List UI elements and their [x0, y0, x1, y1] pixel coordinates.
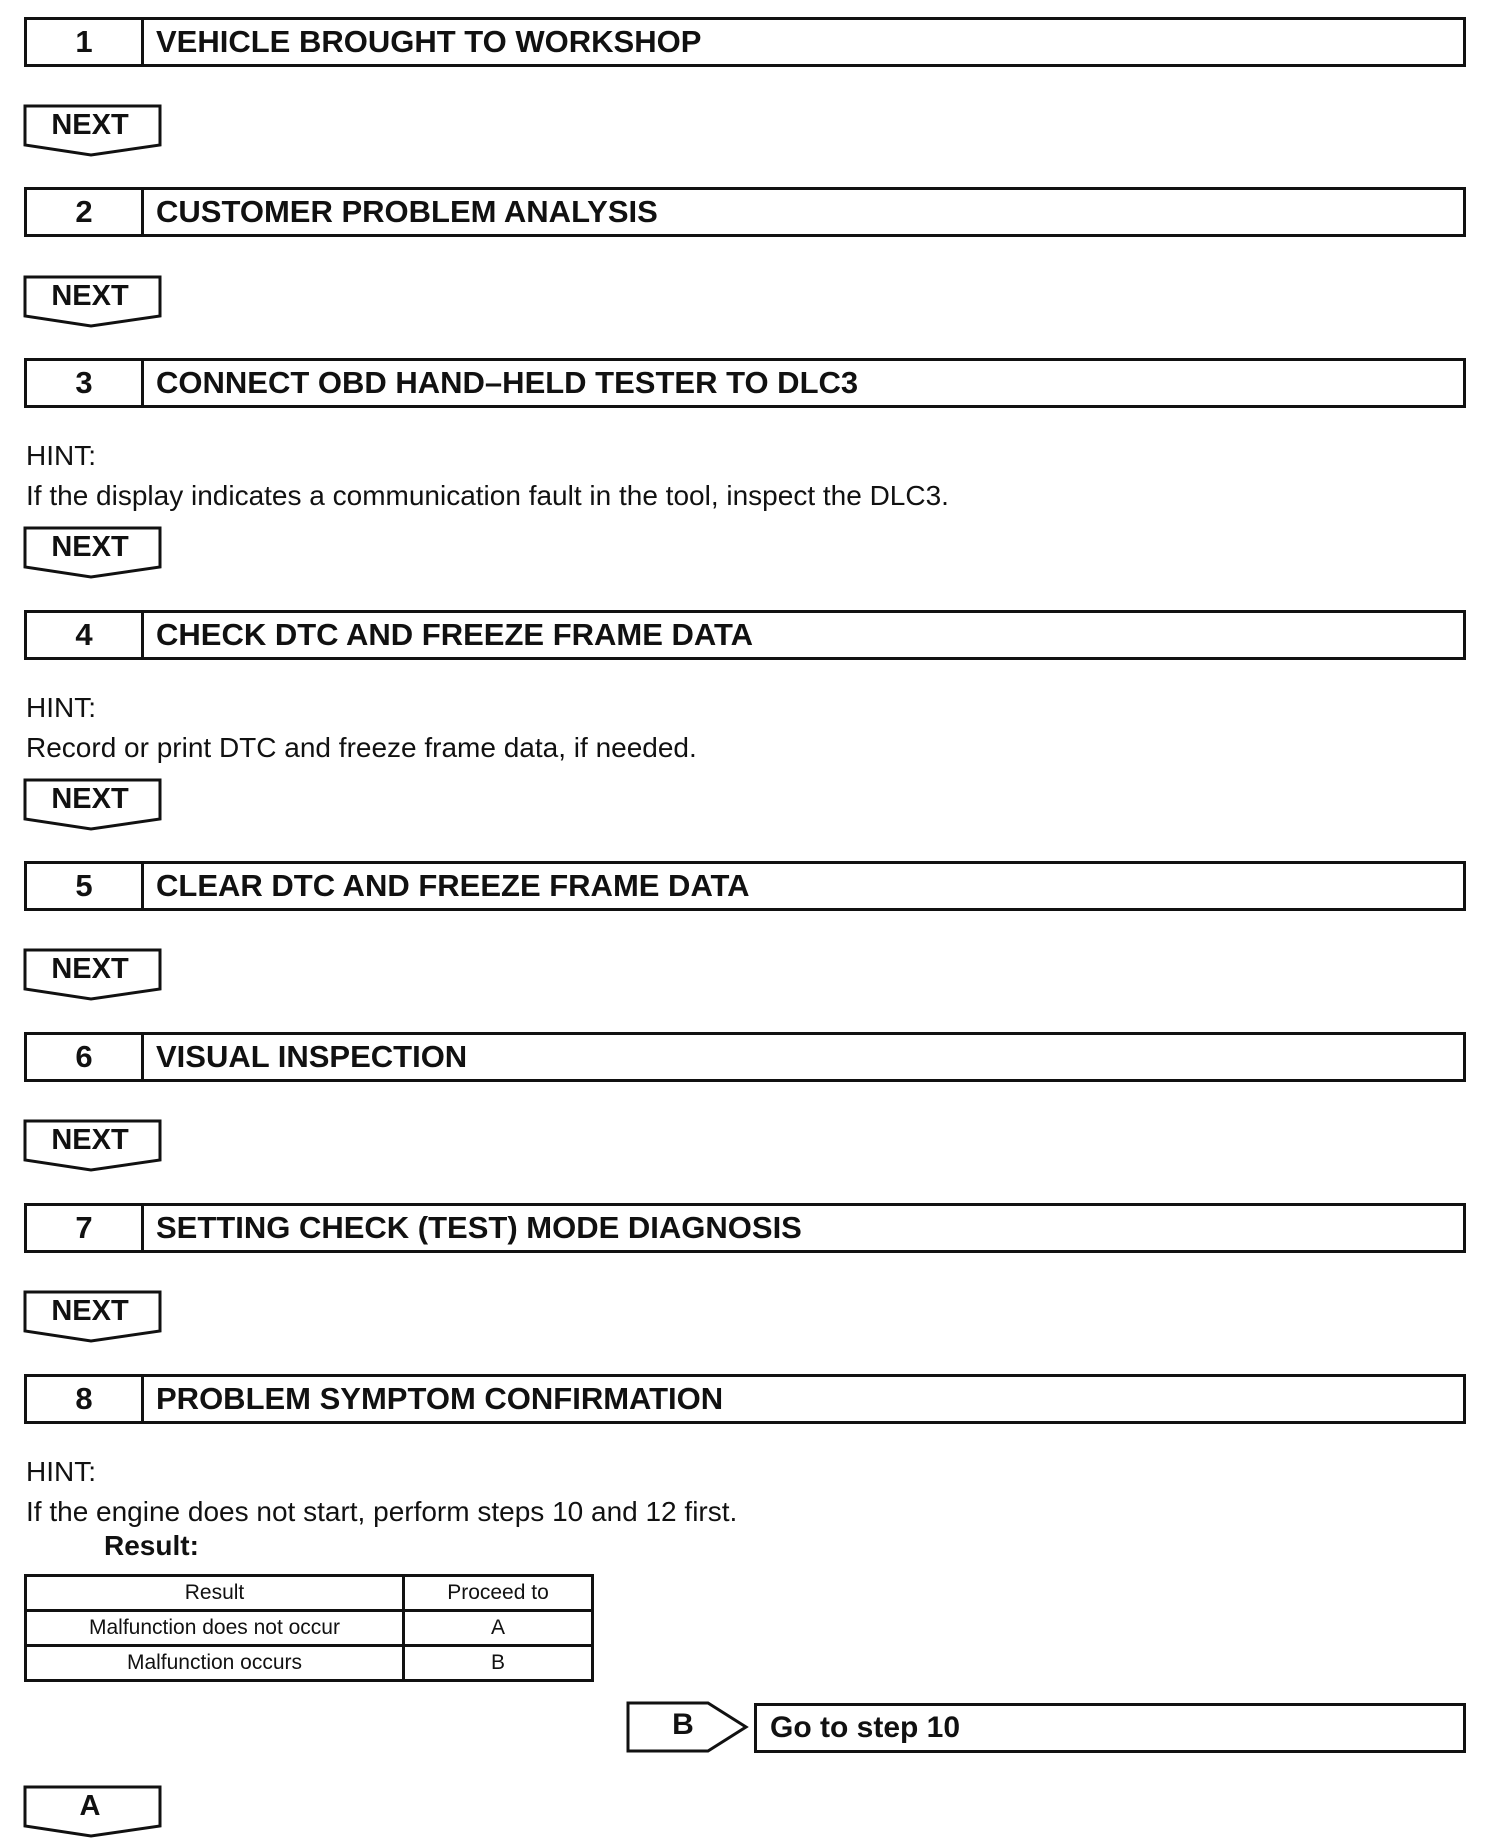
step-title: CLEAR DTC AND FREEZE FRAME DATA [156, 868, 750, 903]
branch-b-button[interactable] [626, 1701, 750, 1753]
proceed-cell: A [404, 1611, 593, 1646]
hint-text: If the display indicates a communication fault in the tool, inspect the DLC3. [26, 480, 949, 511]
hint-text: If the engine does not start, perform steps 10 and 12 first. [26, 1496, 738, 1527]
step-number: 6 [27, 1035, 144, 1079]
step-8-header [24, 1374, 1466, 1424]
step-1-header [24, 17, 1466, 67]
result-table [24, 1574, 594, 1682]
branch-letter: B [672, 1708, 694, 1741]
step-number: 4 [27, 613, 144, 657]
step-title: CONNECT OBD HAND–HELD TESTER TO DLC3 [156, 365, 859, 400]
next-button[interactable] [23, 778, 163, 834]
step-2-header [24, 187, 1466, 237]
next-label: NEXT [51, 783, 129, 815]
step-6-header [24, 1032, 1466, 1082]
step-title: SETTING CHECK (TEST) MODE DIAGNOSIS [156, 1210, 802, 1245]
hint-label: HINT: [26, 692, 96, 723]
hint-step-8 [26, 1452, 737, 1532]
next-button[interactable] [23, 275, 163, 331]
step-7-header [24, 1203, 1466, 1253]
table-row [26, 1611, 593, 1646]
hint-text: Record or print DTC and freeze frame data, if needed. [26, 732, 697, 763]
hint-step-4 [26, 688, 697, 768]
proceed-cell: B [404, 1646, 593, 1681]
step-3-header [24, 358, 1466, 408]
step-title: CUSTOMER PROBLEM ANALYSIS [156, 194, 658, 229]
step-title: VEHICLE BROUGHT TO WORKSHOP [156, 24, 702, 59]
next-label: NEXT [51, 1124, 129, 1156]
next-button[interactable] [23, 948, 163, 1004]
result-cell: Malfunction occurs [26, 1646, 404, 1681]
column-header-result: Result [26, 1576, 404, 1611]
step-title: VISUAL INSPECTION [156, 1039, 468, 1074]
next-button[interactable] [23, 526, 163, 582]
step-title: PROBLEM SYMPTOM CONFIRMATION [156, 1381, 724, 1416]
next-label: NEXT [51, 1295, 129, 1327]
branch-letter: A [79, 1790, 101, 1822]
step-number: 1 [27, 20, 144, 64]
next-button[interactable] [23, 1290, 163, 1346]
step-4-header [24, 610, 1466, 660]
hint-step-3 [26, 436, 949, 516]
next-button[interactable] [23, 1119, 163, 1175]
result-label: Result: [104, 1530, 199, 1561]
step-number: 2 [27, 190, 144, 234]
result-cell: Malfunction does not occur [26, 1611, 404, 1646]
branch-a-button[interactable] [23, 1785, 163, 1841]
next-label: NEXT [51, 109, 129, 141]
table-row [26, 1646, 593, 1681]
table-header-row [26, 1576, 593, 1611]
step-number: 3 [27, 361, 144, 405]
next-button[interactable] [23, 104, 163, 160]
step-number: 7 [27, 1206, 144, 1250]
hint-label: HINT: [26, 1456, 96, 1487]
hint-label: HINT: [26, 440, 96, 471]
step-number: 5 [27, 864, 144, 908]
next-label: NEXT [51, 953, 129, 985]
step-5-header [24, 861, 1466, 911]
step-title: CHECK DTC AND FREEZE FRAME DATA [156, 617, 754, 652]
step-number: 8 [27, 1377, 144, 1421]
next-label: NEXT [51, 531, 129, 563]
goto-step-box[interactable]: Go to step 10 [754, 1703, 1466, 1753]
column-header-proceed: Proceed to [404, 1576, 593, 1611]
next-label: NEXT [51, 280, 129, 312]
